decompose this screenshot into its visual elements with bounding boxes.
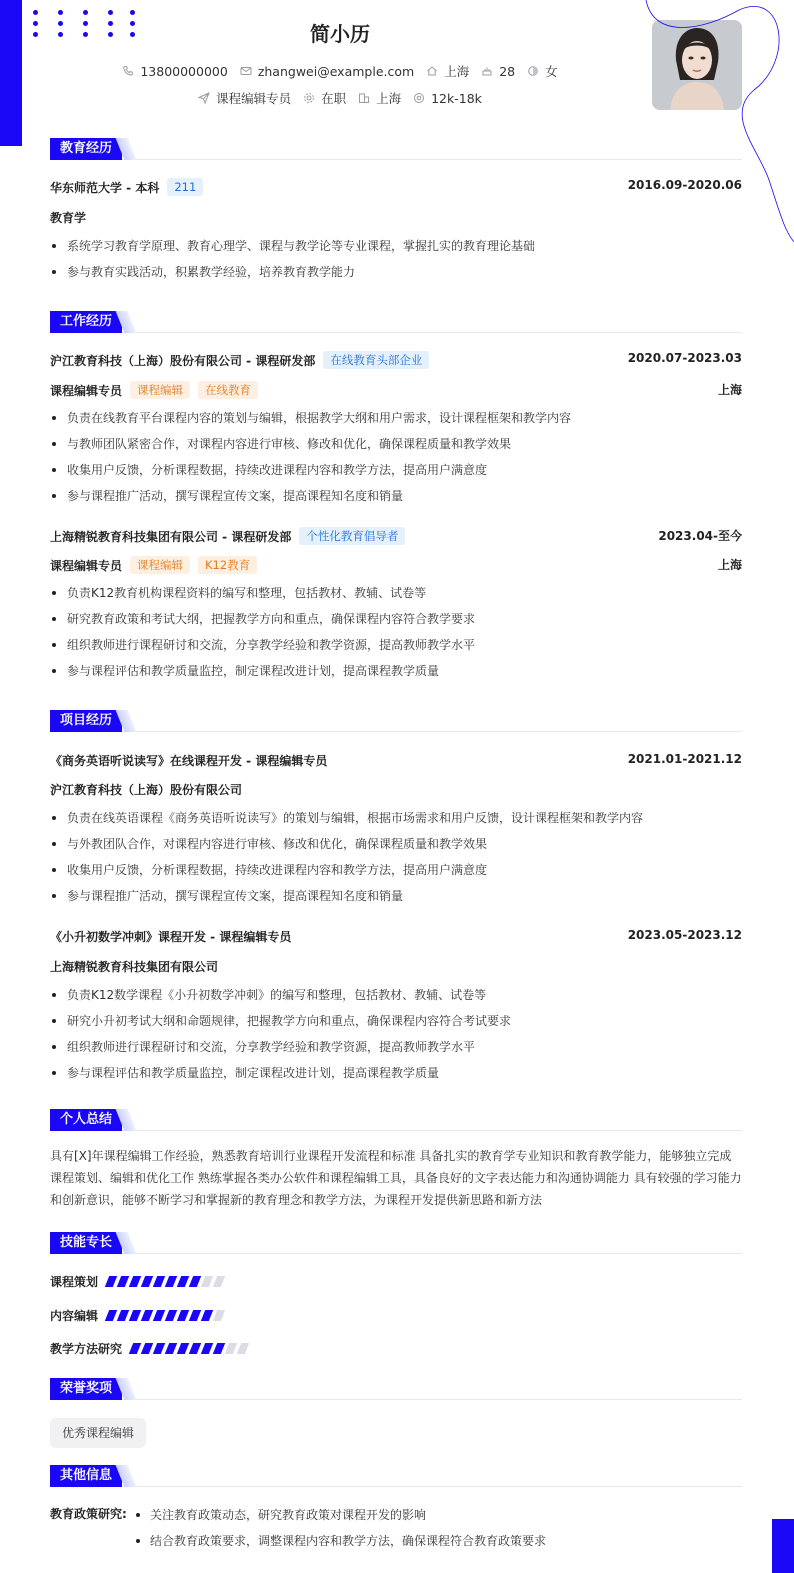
- section-title-text: 工作经历: [50, 311, 122, 333]
- skill-segment-filled: [177, 1310, 189, 1321]
- section-title-text: 个人总结: [50, 1109, 122, 1131]
- project-title: 《商务英语听说读写》在线课程开发 - 课程编辑专员: [50, 754, 328, 768]
- phone-icon: [122, 65, 134, 77]
- building-icon: [358, 92, 370, 104]
- project-date: 2023.05-2023.12: [627, 928, 742, 942]
- skill-segment-filled: [189, 1343, 201, 1354]
- send-icon: [198, 92, 210, 104]
- skill-segment-filled: [177, 1276, 189, 1287]
- skills-section: [50, 1232, 742, 1356]
- section-title-text: 教育经历: [50, 138, 122, 160]
- list-item: 关注教育政策动态，研究教育政策对课程开发的影响: [134, 1505, 546, 1531]
- skill-segment-filled: [141, 1310, 153, 1321]
- work-date: 2020.07-2023.03: [627, 351, 742, 365]
- email-text: zhangwei@example.com: [257, 63, 415, 79]
- list-item: 结合教育政策要求，调整课程内容和教学方法，确保课程符合教育政策要求: [134, 1531, 546, 1557]
- mail-icon: [240, 65, 252, 77]
- list-item: 参与课程推广活动，撰写课程宣传文案，提高课程知名度和销量: [50, 486, 742, 512]
- section-title-text: 其他信息: [50, 1465, 122, 1487]
- candidate-name: 简小历: [310, 22, 370, 46]
- contact-row: [0, 62, 680, 80]
- list-item: 组织教师进行课程研讨和交流，分享教学经验和教学资源，提高教师教学水平: [50, 1037, 742, 1063]
- section-title-education: [50, 138, 742, 160]
- role-tag: 课程编辑: [130, 556, 190, 574]
- section-title-work: [50, 311, 742, 333]
- work-location: 上海: [717, 383, 742, 397]
- list-item: 负责K12教育机构课程资料的编写和整理，包括教材、教辅、试卷等: [50, 583, 742, 609]
- coin-icon: [413, 92, 425, 104]
- education-section: [50, 138, 742, 279]
- skill-segment-filled: [153, 1310, 165, 1321]
- company-name: 上海精锐教育科技集团有限公司 - 课程研发部: [50, 529, 292, 544]
- list-item: 负责在线英语课程《商务英语听说读写》的策划与编辑，根据市场需求和用户反馈，设计课程框架和教学内容: [50, 808, 742, 834]
- list-item: 研究教育政策和考试大纲，把握教学方向和重点，确保课程内容符合教学要求: [50, 609, 742, 635]
- project-company: 上海精锐教育科技集团有限公司: [50, 960, 219, 974]
- skill-segment-filled: [117, 1276, 129, 1287]
- major-name: 教育学: [50, 211, 87, 225]
- company-badge: 在线教育头部企业: [323, 351, 429, 369]
- age-item: [481, 62, 515, 80]
- list-item: 收集用户反馈，分析课程数据，持续改进课程内容和教学方法，提高用户满意度: [50, 460, 742, 486]
- role-name: 课程编辑专员: [50, 558, 123, 573]
- section-title-project: [50, 710, 742, 732]
- skill-segment-filled: [165, 1276, 177, 1287]
- list-item: 负责在线教育平台课程内容的策划与编辑，根据教学大纲和用户需求，设计课程框架和教学内容: [50, 408, 742, 434]
- gender-item: [527, 62, 558, 80]
- project-section: [50, 710, 742, 1080]
- list-item: 与外教团队合作，对课程内容进行审核、修改和优化，确保课程质量和教学效果: [50, 834, 742, 860]
- age-text: 28: [499, 63, 516, 79]
- gear-icon: [303, 92, 315, 104]
- skill-level-bar: [107, 1310, 223, 1321]
- skill-level-bar: [107, 1276, 223, 1287]
- work-bullets: [50, 408, 742, 512]
- summary-text: 具有[X]年课程编辑工作经验，熟悉教育培训行业课程开发流程和标准 具备扎实的教育学专业知识和教育教学能力，能够独立完成课程策划、编辑和优化工作 熟练掌握各类办公软件和课程编辑工具，具备良好的文字表达能力和沟通协调能力 具有较强的学习能力和创新意识，能够不断学习和掌握新的教育理念和教学方法，为课程开发提供新思路和新方法: [50, 1149, 742, 1207]
- skill-segment-empty: [201, 1276, 213, 1287]
- cake-icon: [481, 65, 493, 77]
- section-title-summary: [50, 1109, 742, 1131]
- skill-segment-filled: [189, 1276, 201, 1287]
- skill-segment-filled: [153, 1276, 165, 1287]
- skill-segment-filled: [153, 1343, 165, 1354]
- skill-segment-filled: [129, 1310, 141, 1321]
- city-item: [426, 62, 469, 80]
- list-item: 收集用户反馈，分析课程数据，持续改进课程内容和教学方法，提高用户满意度: [50, 860, 742, 886]
- section-title-other: [50, 1465, 742, 1487]
- section-title-skills: [50, 1232, 742, 1254]
- section-title-text: 项目经历: [50, 710, 122, 732]
- skill-segment-filled: [129, 1343, 141, 1354]
- phone-text: 13800000000: [140, 63, 228, 79]
- role-name: 课程编辑专员: [50, 383, 123, 398]
- skill-segment-filled: [141, 1276, 153, 1287]
- skill-segment-empty: [213, 1276, 225, 1287]
- school-name: 华东师范大学 - 本科: [50, 180, 160, 195]
- section-title-honors: [50, 1378, 742, 1400]
- skill-segment-filled: [201, 1310, 213, 1321]
- role-tag: 课程编辑: [130, 381, 190, 399]
- education-bullets: [50, 236, 742, 288]
- skill-segment-filled: [213, 1343, 225, 1354]
- list-item: 参与课程推广活动，撰写课程宣传文案，提高课程知名度和销量: [50, 886, 742, 912]
- section-title-text: 荣誉奖项: [50, 1378, 122, 1400]
- skill-segment-filled: [117, 1310, 129, 1321]
- phone-item: [122, 62, 227, 80]
- section-title-text: 技能专长: [50, 1232, 122, 1254]
- intention-row: [0, 89, 680, 107]
- project-company: 沪江教育科技（上海）股份有限公司: [50, 783, 243, 797]
- role-tag: 在线教育: [198, 381, 258, 399]
- skill-segment-filled: [201, 1343, 213, 1354]
- summary-section: [50, 1109, 742, 1207]
- project-bullets: [50, 985, 742, 1089]
- education-date: 2016.09-2020.06: [627, 178, 742, 192]
- skill-segment-empty: [237, 1343, 249, 1354]
- expect-city-text: 上海: [376, 91, 402, 106]
- work-section: [50, 311, 742, 678]
- email-item: [240, 62, 414, 80]
- skill-row: [50, 1338, 247, 1358]
- list-item: 组织教师进行课程研讨和交流，分享教学经验和教学资源，提高教师教学水平: [50, 635, 742, 661]
- project-date: 2021.01-2021.12: [627, 752, 742, 766]
- list-item: 系统学习教育学原理、教育心理学、课程与教学论等专业课程，掌握扎实的教育理论基础: [50, 236, 742, 262]
- other-list: [134, 1505, 546, 1557]
- company-badge: 个性化教育倡导者: [299, 527, 405, 545]
- job-target-item: [198, 89, 291, 107]
- list-item: 参与课程评估和教学质量监控，制定课程改进计划，提高课程教学质量: [50, 1063, 742, 1089]
- list-item: 参与课程评估和教学质量监控，制定课程改进计划，提高课程教学质量: [50, 661, 742, 687]
- honor-chip: 优秀课程编辑: [50, 1418, 146, 1448]
- work-location: 上海: [717, 558, 742, 572]
- skill-segment-filled: [141, 1343, 153, 1354]
- skill-segment-filled: [189, 1310, 201, 1321]
- project-bullets: [50, 808, 742, 912]
- skill-name: 教学方法研究: [50, 1341, 123, 1356]
- other-label: 教育政策研究:: [50, 1507, 127, 1521]
- role-tag: K12教育: [198, 556, 257, 574]
- skill-level-bar: [131, 1343, 247, 1354]
- project-title: 《小升初数学冲刺》课程开发 - 课程编辑专员: [50, 930, 292, 944]
- work-date: 2023.04-至今: [658, 529, 742, 543]
- work-bullets: [50, 583, 742, 687]
- status-text: 在职: [321, 91, 347, 106]
- skill-segment-filled: [177, 1343, 189, 1354]
- company-name: 沪江教育科技（上海）股份有限公司 - 课程研发部: [50, 353, 316, 368]
- other-section: [50, 1465, 742, 1548]
- skill-segment-filled: [165, 1310, 177, 1321]
- gender-icon: [527, 65, 539, 77]
- school-badge: 211: [167, 178, 203, 196]
- skill-segment-filled: [105, 1276, 117, 1287]
- salary-item: [413, 89, 482, 107]
- skill-name: 内容编辑: [50, 1308, 99, 1323]
- list-item: 与教师团队紧密合作，对课程内容进行审核、修改和优化，确保课程质量和教学效果: [50, 434, 742, 460]
- home-icon: [426, 65, 438, 77]
- honors-section: [50, 1378, 742, 1440]
- list-item: 参与教育实践活动，积累教学经验，培养教育教学能力: [50, 262, 742, 288]
- city-text: 上海: [444, 64, 470, 79]
- skill-name: 课程策划: [50, 1274, 99, 1289]
- decor-bar-right: [772, 1519, 794, 1573]
- gender-text: 女: [545, 64, 558, 79]
- status-item: [303, 89, 346, 107]
- salary-text: 12k-18k: [431, 90, 482, 106]
- skill-segment-filled: [129, 1276, 141, 1287]
- skill-segment-empty: [225, 1343, 237, 1354]
- skill-segment-filled: [105, 1310, 117, 1321]
- list-item: 负责K12数学课程《小升初数学冲刺》的编写和整理，包括教材、教辅、试卷等: [50, 985, 742, 1011]
- expect-city-item: [358, 89, 401, 107]
- skill-row: [50, 1305, 223, 1325]
- skill-row: [50, 1271, 223, 1291]
- list-item: 研究小升初考试大纲和命题规律，把握教学方向和重点，确保课程内容符合考试要求: [50, 1011, 742, 1037]
- decor-curve: [644, 0, 794, 245]
- job-target-text: 课程编辑专员: [216, 91, 292, 106]
- skill-segment-filled: [165, 1343, 177, 1354]
- skill-segment-empty: [213, 1310, 225, 1321]
